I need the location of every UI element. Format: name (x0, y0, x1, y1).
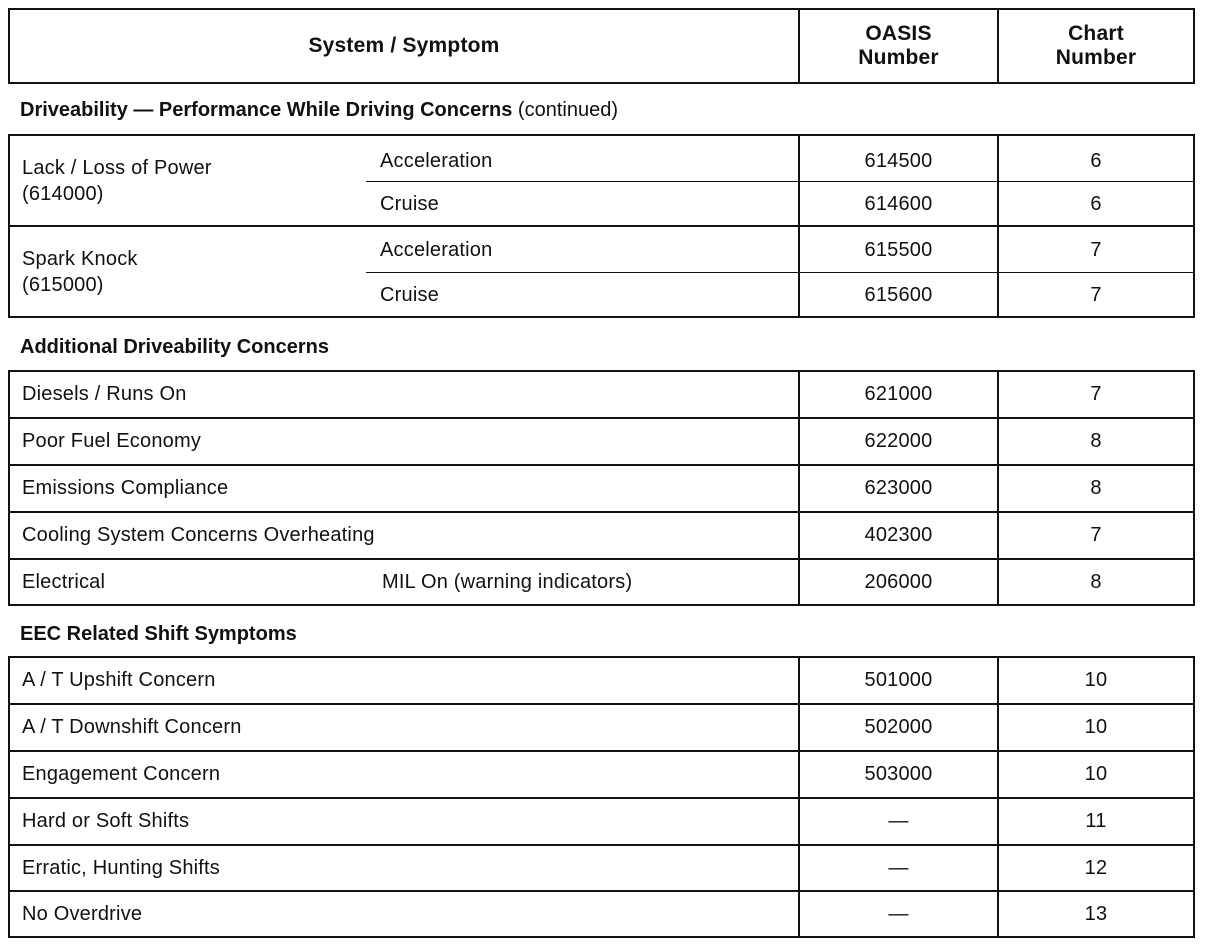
chart-number: 7 (1090, 383, 1102, 405)
oasis-number: 614600 (864, 192, 933, 215)
system-cooling-overheating: Cooling System Concerns Overheating (22, 524, 375, 546)
chart-number: 10 (1084, 763, 1108, 785)
header-chart-number: Chart Number (1055, 22, 1137, 69)
header-system-symptom: System / Symptom (308, 34, 500, 57)
symptom-acceleration: Acceleration (380, 149, 493, 172)
chart-number: 7 (1090, 524, 1102, 546)
chart-number: 8 (1090, 570, 1102, 593)
symptom-cruise: Cruise (380, 283, 439, 306)
chart-number: 13 (1084, 902, 1108, 925)
chart-number: 8 (1090, 477, 1102, 499)
header-table (8, 8, 1195, 84)
section-title-driveability (20, 99, 618, 122)
chart-number: 10 (1084, 716, 1108, 738)
chart-number: 8 (1090, 430, 1102, 452)
symptom-cruise: Cruise (380, 192, 439, 215)
system-emissions-compliance: Emissions Compliance (22, 477, 229, 499)
oasis-number: 615500 (864, 238, 933, 261)
system-at-upshift: A / T Upshift Concern (22, 669, 216, 691)
chart-number: 11 (1085, 810, 1107, 832)
system-electrical: Electrical (22, 570, 106, 593)
section-title-eec-shift: EEC Related Shift Symptoms (20, 623, 297, 645)
chart-number: 7 (1090, 283, 1102, 306)
section-title-additional: Additional Driveability Concerns (20, 336, 329, 358)
oasis-number: 503000 (864, 763, 933, 785)
system-spark-knock: Spark Knock (615000) (22, 247, 138, 296)
oasis-number: 621000 (864, 383, 933, 405)
section-title-suffix: (continued) (517, 99, 618, 121)
system-no-overdrive: No Overdrive (22, 902, 143, 925)
oasis-number: 623000 (864, 477, 933, 499)
system-erratic-hunting: Erratic, Hunting Shifts (22, 856, 221, 879)
section-title-text: Driveability — Performance While Driving Concerns (20, 99, 513, 121)
oasis-number: — (888, 902, 909, 925)
oasis-number: 402300 (864, 524, 933, 546)
oasis-number: 501000 (864, 669, 933, 691)
chart-number: 12 (1084, 856, 1108, 879)
symptom-mil-on: MIL On (warning indicators) (382, 570, 633, 593)
system-at-downshift: A / T Downshift Concern (22, 716, 242, 738)
header-oasis-number: OASIS Number (858, 22, 939, 69)
system-hard-soft-shifts: Hard or Soft Shifts (22, 810, 190, 832)
oasis-number: 614500 (864, 149, 933, 172)
eec-shift-table (8, 656, 1195, 938)
chart-number: 6 (1090, 192, 1102, 215)
oasis-number: 615600 (864, 283, 933, 306)
chart-number: 7 (1090, 238, 1102, 261)
oasis-number: — (888, 810, 909, 832)
oasis-number: — (888, 856, 909, 879)
driveability-table (8, 134, 1195, 318)
symptom-acceleration: Acceleration (380, 238, 493, 261)
system-poor-fuel-economy: Poor Fuel Economy (22, 430, 202, 452)
additional-table (8, 370, 1195, 606)
oasis-number: 206000 (864, 570, 933, 593)
system-engagement: Engagement Concern (22, 763, 221, 785)
chart-number: 10 (1084, 669, 1108, 691)
chart-number: 6 (1090, 149, 1102, 172)
oasis-number: 622000 (864, 430, 933, 452)
system-diesels-runs-on: Diesels / Runs On (22, 383, 187, 405)
oasis-number: 502000 (864, 716, 933, 738)
system-lack-loss-of-power: Lack / Loss of Power (614000) (22, 156, 212, 205)
